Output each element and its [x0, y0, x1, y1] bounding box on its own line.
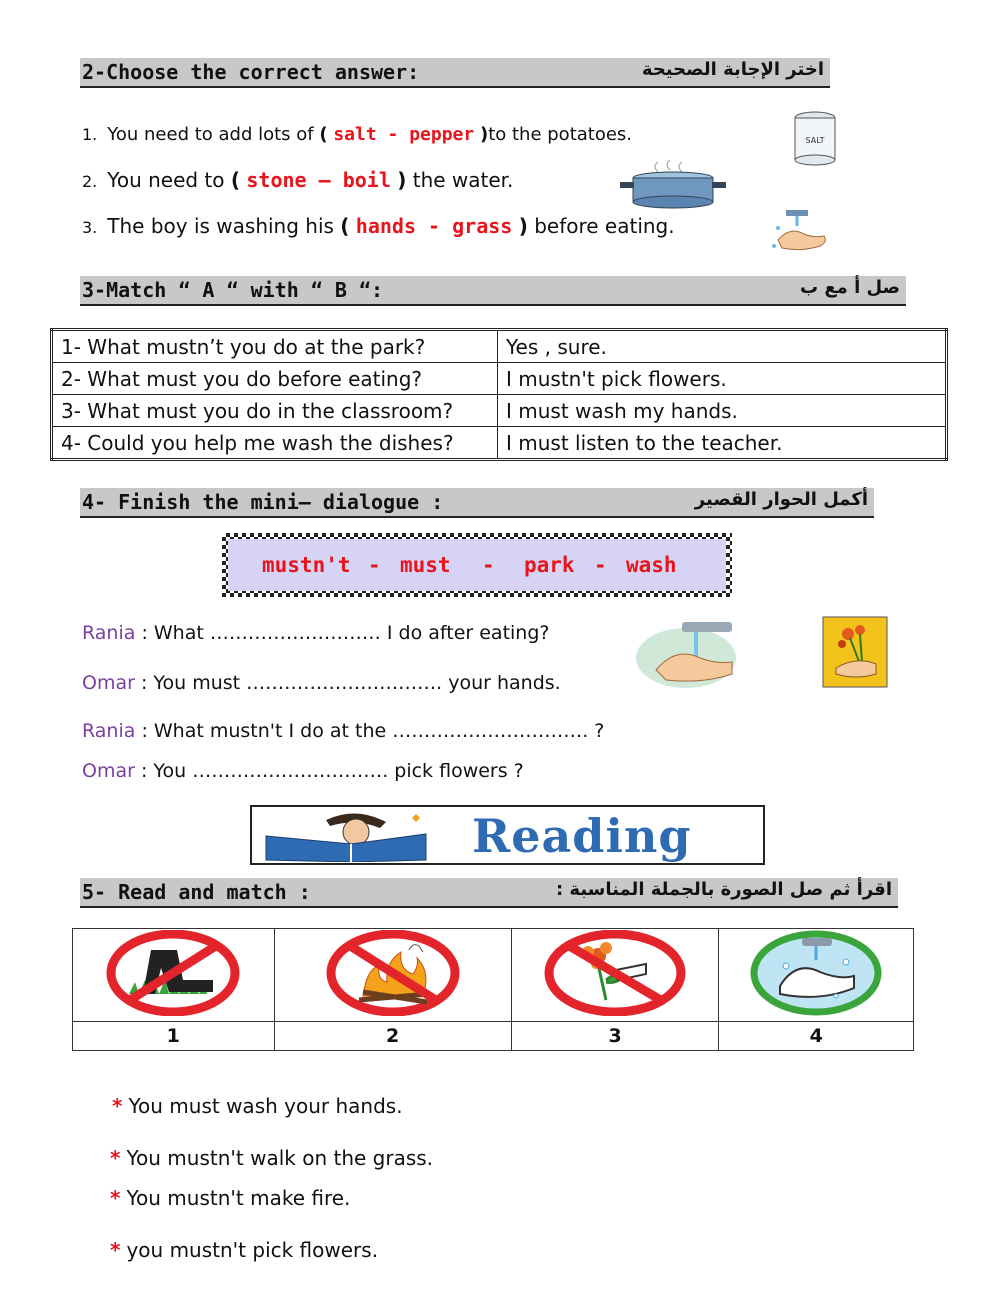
- section5-title: 5- Read and match :: [82, 880, 311, 904]
- star-icon: *: [110, 1186, 121, 1210]
- picture-cell[interactable]: [274, 929, 511, 1022]
- section5-header: [80, 878, 898, 908]
- dialogue-line[interactable]: Omar : You …………………………. pick flowers ?: [82, 760, 524, 782]
- section3-title-arabic: صل أ مع ب: [800, 277, 900, 298]
- column-b-cell[interactable]: I mustn't pick flowers.: [498, 363, 947, 395]
- question-3-options[interactable]: hands - grass: [355, 214, 513, 238]
- section2-header: [80, 58, 830, 88]
- column-b-cell[interactable]: I must listen to the teacher.: [498, 427, 947, 460]
- question-1: 1. You need to add lots of ( salt - pepper )to the potatoes.: [82, 124, 633, 145]
- section4-title-arabic: أكمل الحوار القصير: [694, 489, 868, 510]
- section2-title: 2-Choose the correct answer:: [82, 60, 420, 84]
- column-a-cell[interactable]: 3- What must you do in the classroom?: [52, 395, 498, 427]
- table-row: [52, 427, 947, 460]
- pictures-table: [72, 928, 914, 1051]
- word-wash[interactable]: wash: [626, 553, 677, 577]
- question-3: 3. The boy is washing his ( hands - grass ) before eating.: [82, 214, 675, 238]
- column-a-cell[interactable]: 1- What mustn’t you do at the park?: [52, 330, 498, 363]
- wash-hands-icon: [746, 930, 886, 1016]
- match-table: [50, 328, 948, 461]
- reading-title: Reading: [472, 809, 692, 863]
- star-icon: *: [110, 1238, 121, 1262]
- question-2: 2. You need to ( stone – boil ) the water.: [82, 168, 514, 192]
- section3-title: 3-Match “ A “ with “ B “:: [82, 278, 384, 302]
- star-icon: *: [112, 1094, 123, 1118]
- word-mustnt[interactable]: mustn't: [262, 553, 351, 577]
- table-row: [52, 363, 947, 395]
- dialogue-line[interactable]: Omar : You must …………………………. your hands.: [82, 672, 561, 694]
- sentence-item[interactable]: * You mustn't make fire.: [110, 1186, 351, 1210]
- section2-title-arabic: اختر الإجابة الصحيحة: [641, 59, 824, 80]
- dialogue-line[interactable]: Rania : What ……………………… I do after eating?: [82, 622, 550, 644]
- column-b-cell[interactable]: Yes , sure.: [498, 330, 947, 363]
- picture-cell[interactable]: [511, 929, 719, 1022]
- section3-header: [80, 276, 906, 306]
- column-b-cell[interactable]: I must wash my hands.: [498, 395, 947, 427]
- washing-hands-icon: [768, 206, 830, 256]
- sentence-item[interactable]: * You must wash your hands.: [112, 1094, 403, 1118]
- picture-number: 3: [511, 1022, 719, 1051]
- dialogue-line[interactable]: Rania : What mustn't I do at the …………………………. ?: [82, 720, 605, 742]
- sentence-item[interactable]: * you mustn't pick flowers.: [110, 1238, 379, 1262]
- svg-text:SALT: SALT: [805, 136, 825, 145]
- sentence-item[interactable]: * You mustn't walk on the grass.: [110, 1146, 434, 1170]
- picture-cell[interactable]: [719, 929, 914, 1022]
- section5-title-arabic: اقرأ ثم صل الصورة بالجملة المناسبة :: [555, 879, 892, 900]
- table-row: [52, 395, 947, 427]
- picture-number: 4: [719, 1022, 914, 1051]
- no-picking-flowers-icon: [540, 930, 690, 1016]
- no-fire-icon: [323, 930, 463, 1016]
- question-1-options[interactable]: salt - pepper: [333, 124, 475, 145]
- no-walking-on-grass-icon: [103, 930, 243, 1016]
- section4-title: 4- Finish the mini– dialogue :: [82, 490, 444, 514]
- picture-number: 2: [274, 1022, 511, 1051]
- salt-shaker-icon: [790, 110, 840, 166]
- picture-cell[interactable]: [73, 929, 275, 1022]
- question-2-options[interactable]: stone – boil: [246, 168, 391, 192]
- word-bank: mustn't - must - park - wash: [222, 533, 732, 597]
- section4-header: [80, 488, 874, 518]
- boiling-pot-icon: [618, 160, 728, 210]
- table-row: [52, 330, 947, 363]
- hand-washing-icon: [636, 618, 742, 690]
- picture-number: 1: [73, 1022, 275, 1051]
- column-a-cell[interactable]: 2- What must you do before eating?: [52, 363, 498, 395]
- reading-banner: [250, 805, 765, 865]
- star-icon: *: [110, 1146, 121, 1170]
- boy-reading-icon: [256, 810, 436, 862]
- column-a-cell[interactable]: 4- Could you help me wash the dishes?: [52, 427, 498, 460]
- word-park[interactable]: park: [524, 553, 575, 577]
- picking-flowers-icon: [822, 616, 888, 688]
- word-must[interactable]: must: [400, 553, 451, 577]
